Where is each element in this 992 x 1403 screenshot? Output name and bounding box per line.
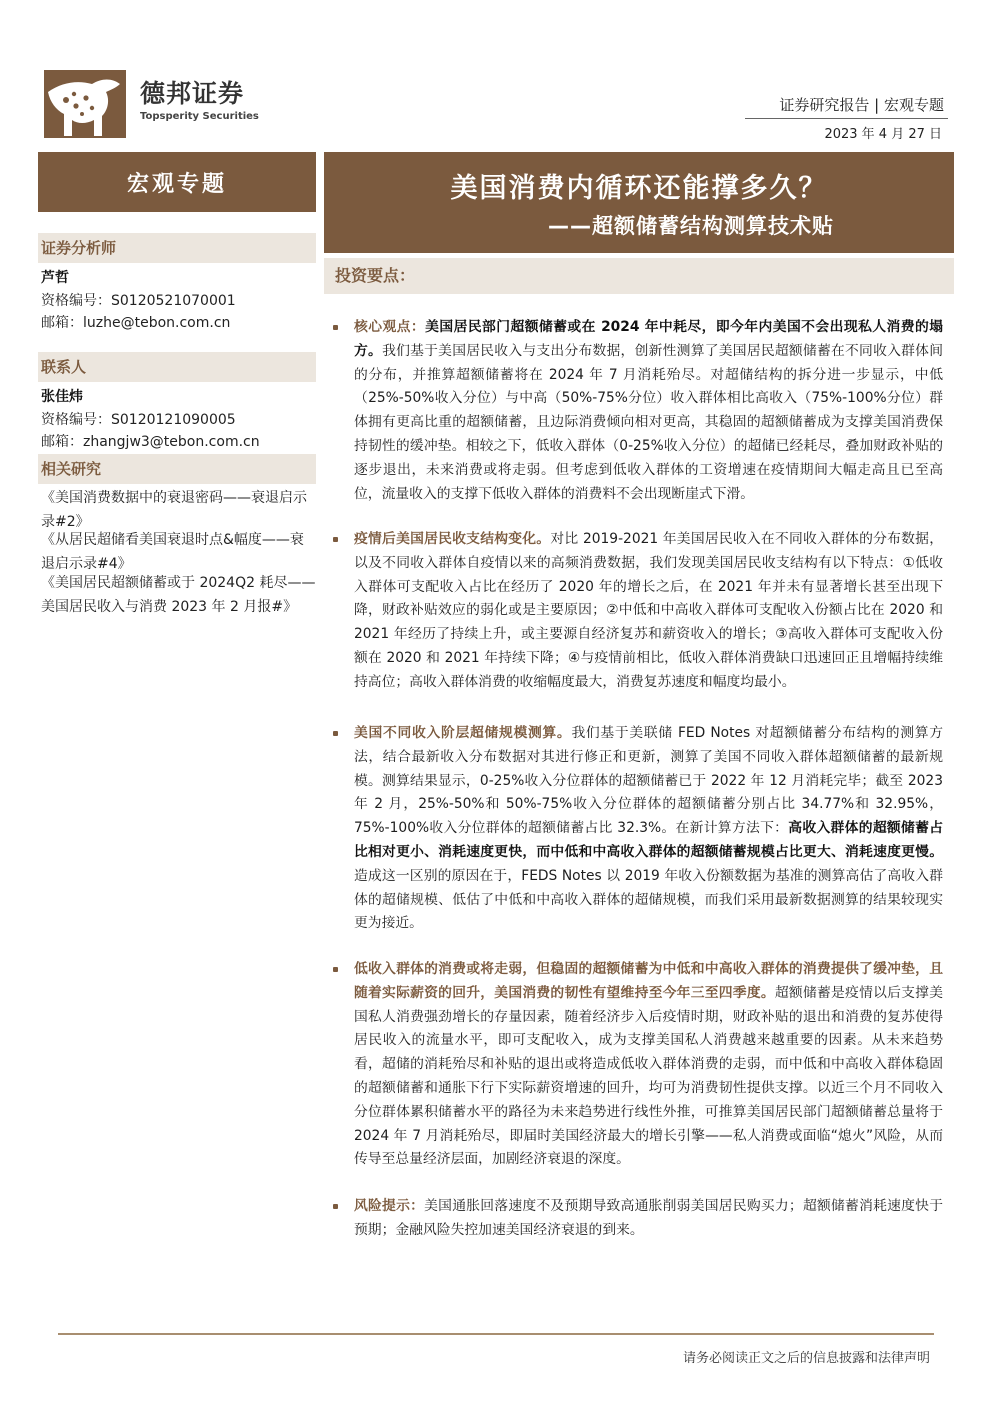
bullet-marker-icon xyxy=(333,1204,338,1209)
title-banner xyxy=(324,152,954,253)
report-date: 2023 年 4 月 27 日 xyxy=(824,127,942,142)
brand-name-cn: 德邦证券 xyxy=(140,79,245,108)
bullet-head: 风险提示： xyxy=(354,1198,425,1214)
analyst-email[interactable]: 邮箱：luzhe@tebon.com.cn xyxy=(41,315,231,331)
contact-heading: 联系人 xyxy=(38,352,316,382)
report-type: 证券研究报告 | 宏观专题 xyxy=(779,96,944,114)
bullet-body: 我们基于美国居民收入与支出分布数据，创新性测算了美国居民超额储蓄在不同收入群体间的分布，并推算超额储蓄将在 2024 年 7 月消耗殆尽。对超储结构的拆分进一步显示，中低（25%-50%收入分位）与中高（50%-75%分位）收入群体相比高收入（75%-100%分位）群体拥有更高比重的超额储蓄，且边际消费倾向相对更高，其稳固的超额储蓄成为支撑美国消费保持韧性的缓冲垫。相较之下，低收入群体（0-25%收入分位）的超储已经耗尽，叠加财政补贴的逐步退出，未来消费或将走弱。但考虑到低收入群体的工资增速在疫情期间大幅走高且已至高位，流量收入的支撑下低收入群体的消费料不会出现断崖式下滑。 xyxy=(354,342,944,502)
contact-email[interactable]: 邮箱：zhangjw3@tebon.com.cn xyxy=(41,434,260,450)
brand-name-en: Topsperity Securities xyxy=(140,111,259,122)
bullet-tail: 造成这一区别的原因在于，FEDS Notes 以 2019 年收入份额数据为基准的测算高估了高收入群体的超储规模、低估了中低和中高收入群体的超储规模，而我们采用最新数据测算的结果较现实更为接近。 xyxy=(354,867,943,932)
bullet-marker-icon xyxy=(333,325,338,330)
bullet-text xyxy=(354,1195,943,1243)
bullet-text xyxy=(354,528,943,695)
footer-divider xyxy=(58,1333,934,1335)
contact-name: 张佳炜 xyxy=(41,389,83,405)
analyst-heading: 证券分析师 xyxy=(38,233,316,263)
bullet-body: 我们基于美联储 FED Notes 对超额储蓄分布结构的测算方法，结合最新收入分布数据对其进行修正和更新，测算了美国不同收入群体超额储蓄的最新规模。测算结果显示，0-25%收入分位群体的超额储蓄已于 2022 年 12 月消耗完毕；截至 2023 年 2 月，25%-50%和 50%-75%收入分位群体的超额储蓄分别占比 34.77%和 32.95%，75%-100%收入分位群体的超额储蓄占比 32.3%。在新计算方法下： xyxy=(354,725,944,837)
bullet-bold: 高收入群体的超额储蓄占比相对更小、消耗速度更快，而中低和中高收入群体的超额储蓄规模占比更大、消耗速度更慢。 xyxy=(354,820,943,860)
brand-block xyxy=(140,78,259,122)
bullet-body: 超额储蓄是疫情以后支撑美国私人消费强劲增长的存量因素，随着经济步入后疫情时期，财政补贴的退出和消费的复苏使得居民收入的流量水平，即可支配收入，成为支撑美国私人消费越来越重要的因素。从未来趋势看，超储的消耗殆尽和补贴的退出或将造成低收入群体消费的走弱，而中低和中高收入群体稳固的超额储蓄和通胀下行下实际薪资增速的回升，均可为消费韧性提供支撑。以近三个月不同收入分位群体累积储蓄水平的路径为未来趋势进行线性外推，可推算美国居民部门超额储蓄总量将于 2024 年 7 月消耗殆尽，即届时美国经济最大的增长引擎——私人消费或面临“熄火”风险，从而传导至总量经济层面，加剧经济衰退的深度。 xyxy=(354,984,944,1168)
bullet-bold: 美国居民部门超额储蓄或在 2024 年中耗尽，即今年内美国不会出现私人消费的塌方。 xyxy=(354,319,944,359)
bullet-head: 核心观点： xyxy=(354,319,426,335)
bullet-head: 低收入群体的消费或将走弱，但稳固的超额储蓄为中低和中高收入群体的消费提供了缓冲垫，且随着实际薪资的回升，美国消费的韧性有望维持至今年三至四季度。 xyxy=(354,961,943,1001)
category-banner: 宏观专题 xyxy=(38,152,316,212)
related-research-item[interactable]: 《美国消费数据中的衰退密码——衰退启示录#2》 xyxy=(41,490,307,530)
bullet-body: 对比 2019-2021 年美国居民收入在不同收入群体的分布数据，以及不同收入群体自疫情以来的高频消费数据，我们发现美国居民收支结构有以下特点：①低收入群体可支配收入占比在经历了 2020 年的增长之后，在 2021 年并未有显著增长甚至出现下降，财政补贴效应的弱化或是主要原因；②中低和中高收入群体可支配收入份额占比在 2020 和 2021 年经历了持续上升，或主要源自经济复苏和薪资收入的增长；③高收入群体可支配收入份额在 2020 和 2021 年持续下降；④与疫情前相比，低收入群体消费缺口迅速回正且增幅持续维持高位；高收入群体消费的收缩幅度最大，消费复苏速度和幅度均最小。 xyxy=(354,531,943,690)
related-research-item[interactable]: 《美国居民超额储蓄或于 2024Q2 耗尽——美国居民收入与消费 2023 年 2 月报#》 xyxy=(41,575,316,615)
bullet-text xyxy=(354,316,943,506)
header-divider xyxy=(745,118,948,119)
bullet-text xyxy=(354,958,943,1172)
investment-highlights-heading: 投资要点： xyxy=(324,258,954,294)
bullet-body: 美国通胀回落速度不及预期导致高通胀削弱美国居民购买力；超额储蓄消耗速度快于预期；金融风险失控加速美国经济衰退的到来。 xyxy=(354,1198,944,1238)
bullet-marker-icon xyxy=(333,967,338,972)
tebon-logo-icon xyxy=(44,70,126,138)
analyst-name: 芦哲 xyxy=(41,270,69,286)
related-research-item[interactable]: 《从居民超储看美国衰退时点&幅度——衰退启示录#4》 xyxy=(41,532,304,572)
bullet-text xyxy=(354,722,943,936)
bullet-marker-icon xyxy=(333,731,338,736)
page-title: 美国消费内循环还能撑多久？ xyxy=(450,173,828,204)
bullet-marker-icon xyxy=(333,537,338,542)
bullet-head: 疫情后美国居民收支结构变化。 xyxy=(354,531,551,547)
page-subtitle: ——超额储蓄结构测算技术贴 xyxy=(548,214,834,238)
contact-license: 资格编号：S0120121090005 xyxy=(41,412,236,428)
bullet-head: 美国不同收入阶层超储规模测算。 xyxy=(354,725,572,741)
footer-disclaimer[interactable]: 请务必阅读正文之后的信息披露和法律声明 xyxy=(682,1351,930,1366)
related-research-heading: 相关研究 xyxy=(38,454,316,484)
analyst-license: 资格编号：S0120521070001 xyxy=(41,293,236,309)
